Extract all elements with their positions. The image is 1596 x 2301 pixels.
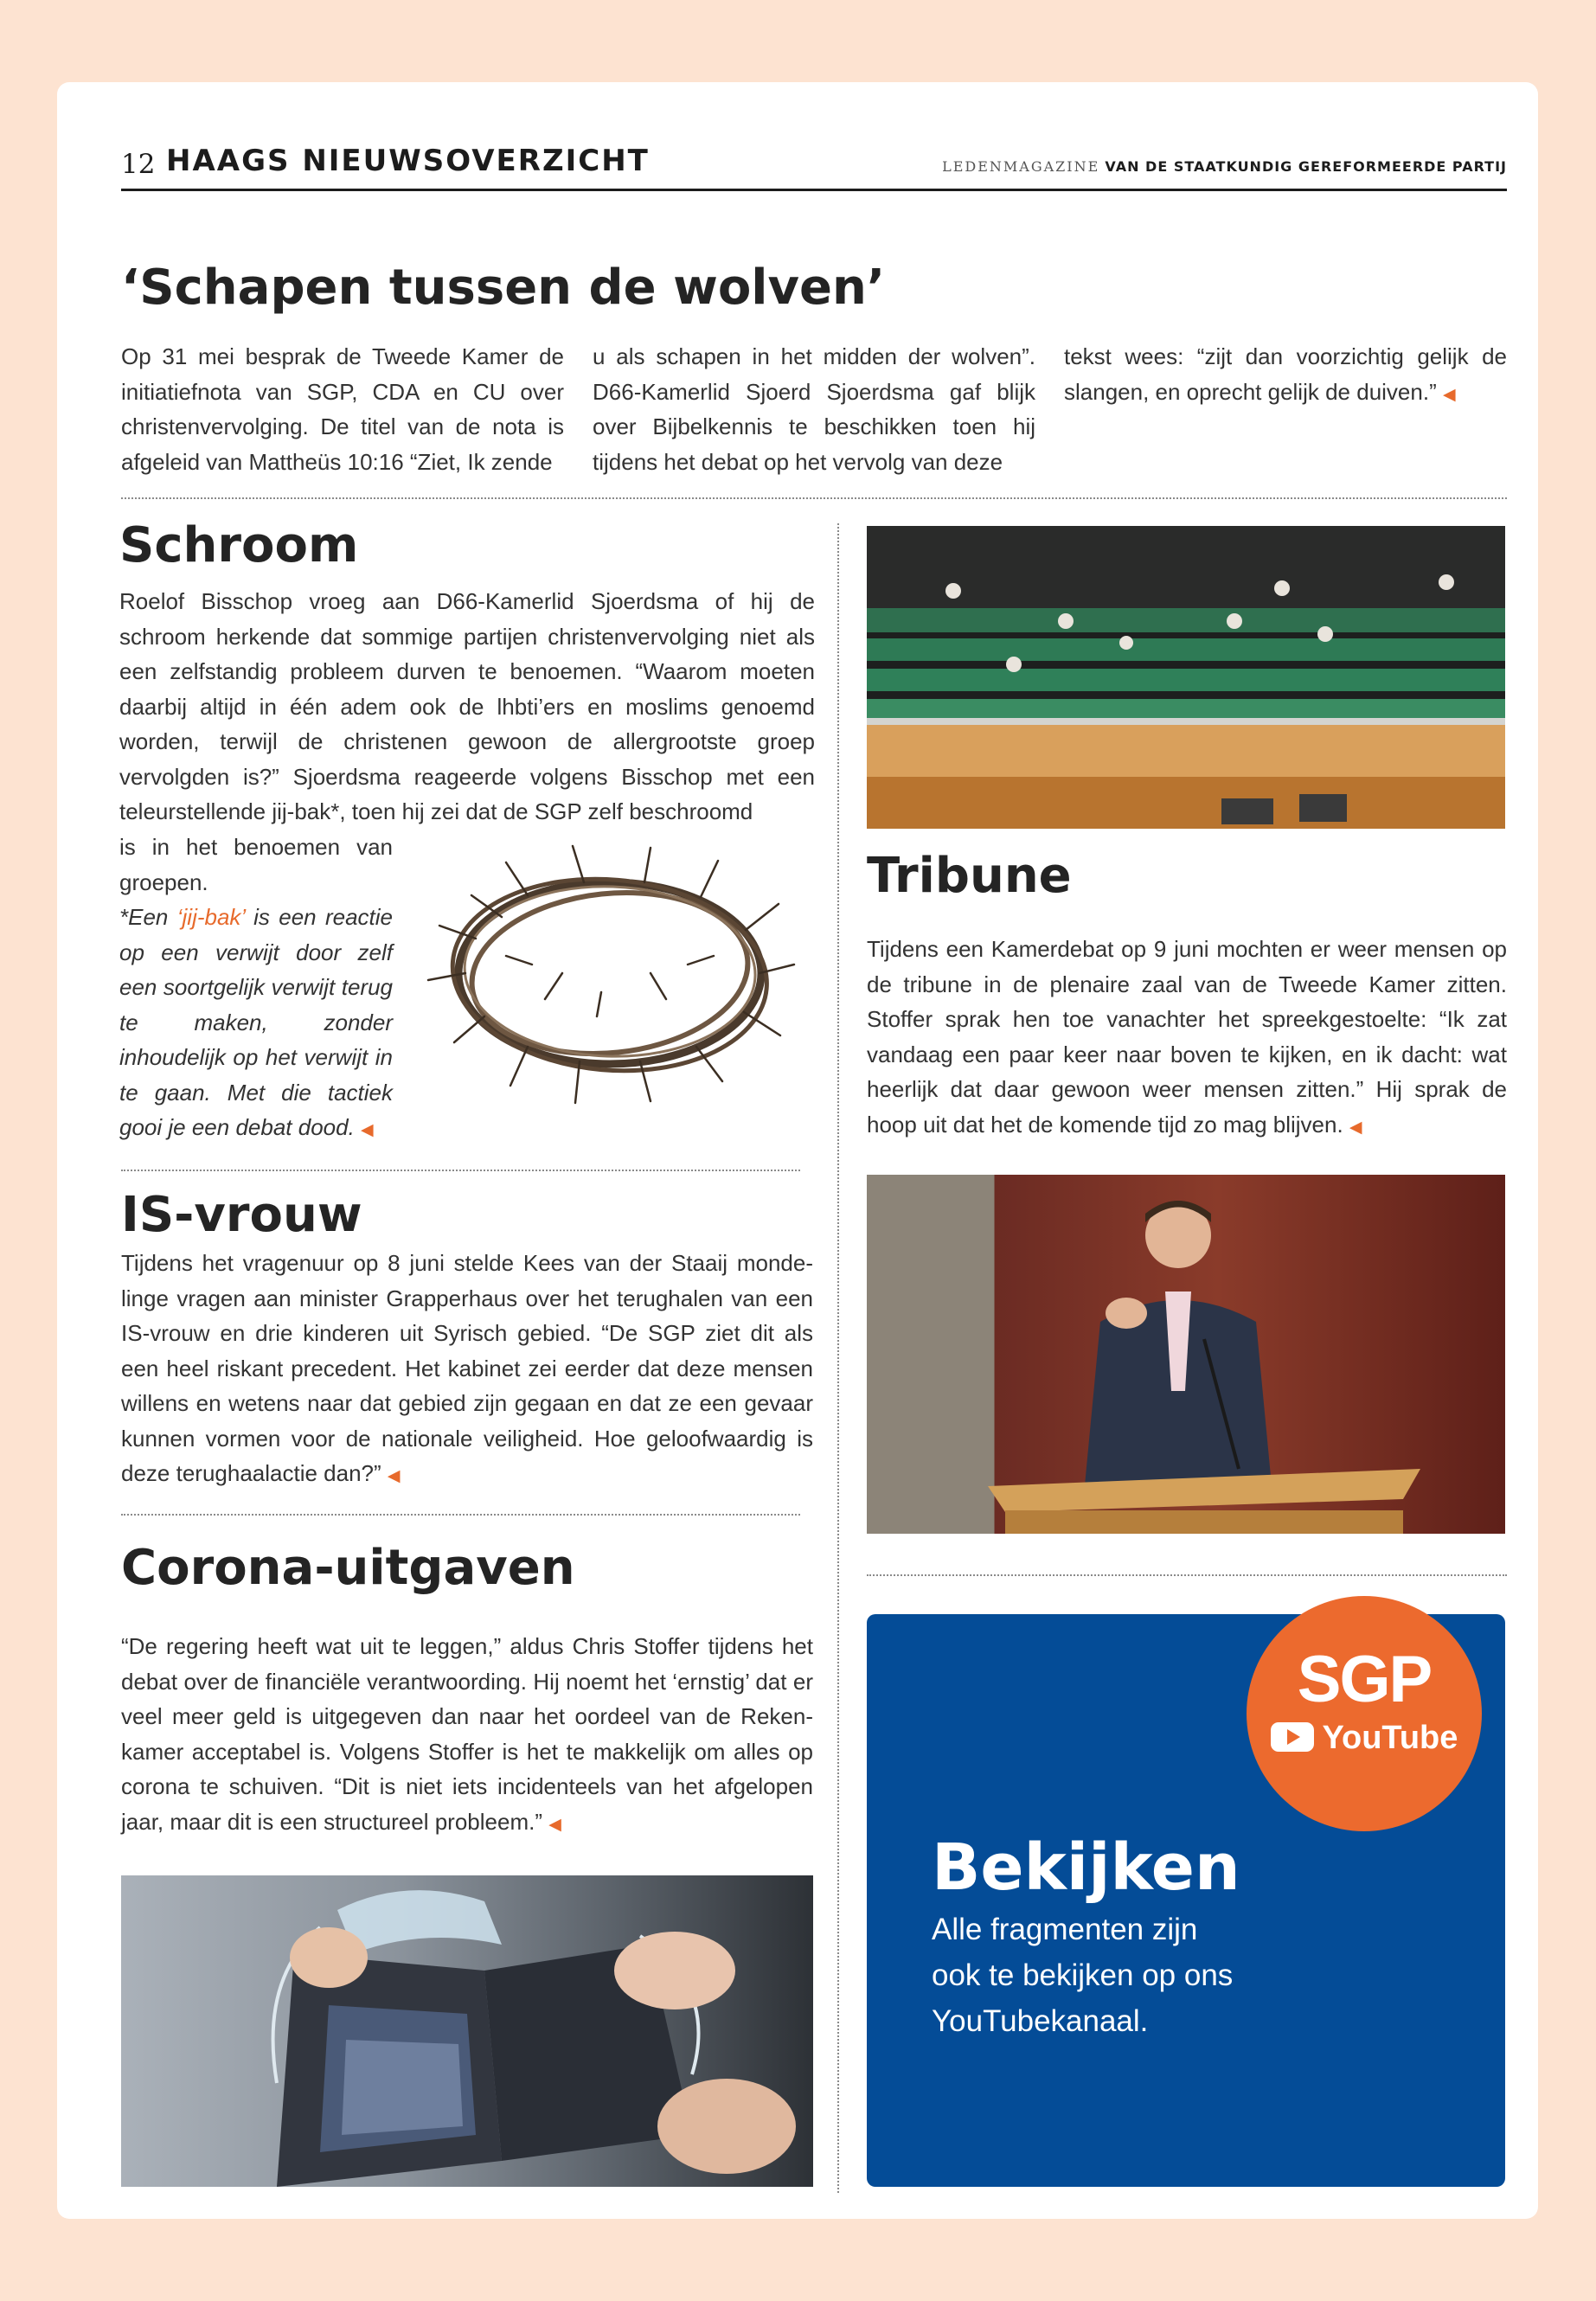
- page-header: [121, 137, 1507, 191]
- youtube-wordmark: YouTube: [1322, 1720, 1458, 1756]
- headline-schroom: Schroom: [119, 517, 359, 574]
- sgp-logo: SGP: [1297, 1643, 1432, 1716]
- tribune-text: Tijdens een Kamerdebat op 9 juni mochten er weer mensen op de tribune in de plenaire zaal van de Tweede Kamer zitten. Stoffer sprak hen toe vanachter het spreekgestoelte: “Ik zat vandaag een paar keer naar boven te kijken, en ik dacht: wat heerlijk dat daar gewoon weer mensen zitten.” Hij sprak de hoop uit dat het de komende tijd zo mag blijven.: [867, 936, 1507, 1138]
- end-marker-icon: ◀: [361, 1121, 374, 1139]
- schroom-body: Roelof Bisschop vroeg aan D66-Kamerlid Sjoerdsma of hij de schroom herkende dat sommige partijen christenvervolging niet als een zelfstandig probleem durven te benoemen. “Waarom moeten daarbij altijd in één adem ook de lhbti’ers en moslims genoemd worden, terwijl de christenen gewoon de allergrootste groep vervolgden is?” Sjoerdsma reageerde volgens Bisschop met een teleurstellende jij-bak*, toen hij zei dat de SGP zelf beschroomd: [119, 588, 815, 824]
- isvrouw-body: [121, 1246, 813, 1495]
- speaker-illustration: [867, 1175, 1505, 1534]
- divider: [121, 1514, 800, 1516]
- headline-schapen: ‘Schapen tussen de wolven’: [121, 260, 886, 316]
- card-text: [932, 1907, 1233, 2044]
- tribune-photo: [867, 526, 1505, 829]
- tribune-body: [867, 932, 1507, 1145]
- speaker-photo: [867, 1175, 1505, 1534]
- wallet-illustration: [121, 1875, 813, 2187]
- page-number: 12: [121, 149, 156, 180]
- end-marker-icon: ◀: [548, 1815, 561, 1834]
- schapen-col1: Op 31 mei besprak de Tweede Kamer de initiatiefnota van SGP, CDA en CU over christenvervolging. De titel van de nota is afgeleid van Mattheüs 10:16 “Ziet, Ik zende: [121, 343, 564, 475]
- jij-bak-footnote: [119, 900, 393, 1149]
- sgp-youtube-badge[interactable]: [1247, 1596, 1482, 1831]
- play-icon: [1271, 1722, 1314, 1752]
- tribune-illustration: [867, 526, 1505, 829]
- corona-body: [121, 1629, 813, 1843]
- card-title: Bekijken: [932, 1830, 1240, 1905]
- card-line[interactable]: YouTubekanaal.: [932, 2004, 1149, 2038]
- magazine-tagline: [942, 158, 1507, 175]
- card-line: ook te bekijken op ons: [932, 1958, 1234, 1992]
- divider: [121, 497, 1507, 499]
- card-line: Alle fragmenten zijn: [932, 1913, 1198, 1946]
- divider: [121, 1170, 800, 1171]
- schapen-col3: [1064, 339, 1507, 413]
- column-divider: [837, 523, 839, 2193]
- corona-text: “De regering heeft wat uit te leggen,” aldus Chris Stoffer tijdens het debat over de financiële verantwoording. Hij noemt het ‘ernstig’ dat er veel meer geld is uitgegeven dan naar het oordeel van de Rekenkamer acceptabel is. Volgens Stoffer is het te makkelijk om alles op corona te schuiven. “Dit is niet iets incidenteels van het afgelopen jaar, maar dit is een structureel probleem.”: [121, 1633, 813, 1835]
- footnote-prefix: *Een: [119, 904, 177, 930]
- headline-corona: Corona-uitgaven: [121, 1540, 575, 1596]
- schroom-tail: is in het benoemen van groepen.: [119, 834, 393, 895]
- crown-of-thorns-image: [424, 843, 796, 1112]
- headline-tribune: Tribune: [867, 848, 1072, 904]
- schapen-col2: u als schapen in het midden der wolven”. D66-Kamerlid Sjoerd Sjoerdsma gaf blijk over Bijbelkennis te beschikken toen hij tijdens het debat op het vervolg van deze: [593, 343, 1035, 475]
- youtube-logo: [1247, 1719, 1482, 1757]
- tagline-prefix: LEDENMAGAZINE: [942, 158, 1100, 175]
- end-marker-icon: ◀: [1349, 1118, 1362, 1137]
- footnote-rest: is een reactie op een verwijt door zelf een soortgelijk verwijt terug te maken, zonder inhoudelijk op het verwijt in te gaan. Met die tactiek gooi je een debat dood.: [119, 904, 393, 1140]
- footnote-term: ‘jij-bak’: [176, 904, 245, 930]
- end-marker-icon: ◀: [387, 1467, 401, 1485]
- divider: [867, 1574, 1507, 1576]
- schapen-col3-text: tekst wees: “zijt dan voorzichtig gelijk de slangen, en oprecht gelijk de duiven.”: [1064, 343, 1507, 405]
- end-marker-icon: ◀: [1442, 385, 1456, 404]
- article-schapen: [121, 339, 1507, 478]
- tagline-main: VAN DE STAATKUNDIG GEREFORMEERDE PARTIJ: [1105, 158, 1507, 175]
- empty-wallet-photo: [121, 1875, 813, 2187]
- headline-isvrouw: IS-vrouw: [121, 1187, 362, 1243]
- section-title: HAAGS NIEUWSOVERZICHT: [166, 144, 650, 178]
- isvrouw-text: Tijdens het vragenuur op 8 juni stelde Kees van der Staaij mondelinge vragen aan minister Grapperhaus over het terughalen van een IS-vrouw en drie kinderen uit Syrisch gebied. “De SGP ziet dit als een heel riskant precedent. Het kabinet zei eerder dat deze mensen willens en wetens naar dat gebied zijn gegaan en dat ze een gevaar kunnen vormen voor de nationale veiligheid. Hoe geloofwaardig is deze terughaalactie dan?”: [121, 1250, 813, 1486]
